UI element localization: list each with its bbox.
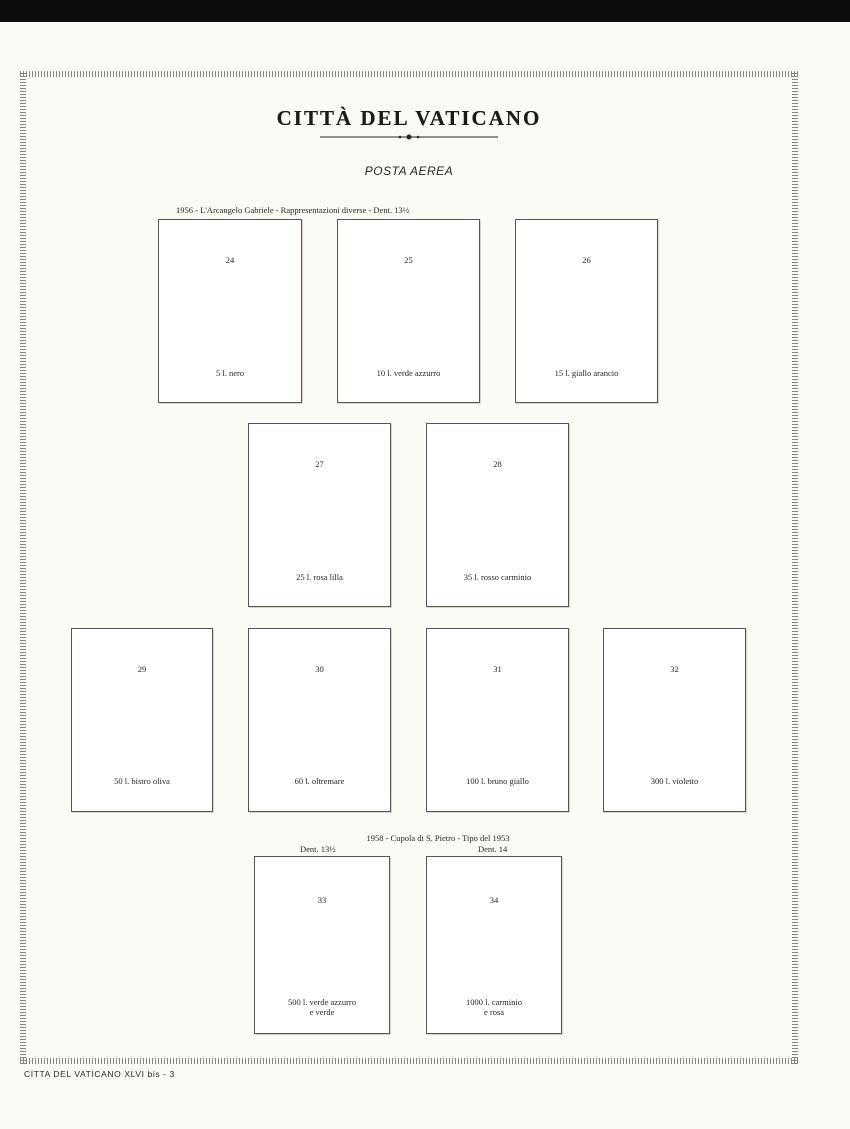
stamp-number: 24 (225, 255, 235, 265)
stamp-description: 50 l. bistro oliva (114, 776, 170, 786)
stamp-number: 28 (493, 459, 502, 469)
stamp-number: 26 (582, 255, 591, 265)
stamp-description: 25 l. rosa lilla (296, 572, 343, 582)
stamp-description: 60 l. oltremare (294, 776, 345, 786)
stamp-box (515, 219, 658, 403)
stamp-number: 29 (137, 664, 147, 674)
stamp-description: 10 l. verde azzurro (376, 368, 441, 378)
issue-caption-1956: 1956 - L'Arcangelo Gabriele - Rappresentazioni diverse - Dent. 13½ (176, 205, 410, 215)
frame-border-right (792, 71, 798, 1064)
stamp-number: 32 (670, 664, 679, 674)
stamp-box (603, 628, 746, 812)
stamp-description-line2: e rosa (483, 1007, 505, 1017)
stamp-number: 30 (315, 664, 324, 674)
perforation-caption-a: Dent. 13½ (300, 844, 336, 854)
frame-border-left (20, 71, 26, 1064)
perforation-caption-b: Dent. 14 (478, 844, 508, 854)
stamp-box (248, 423, 391, 607)
stamp-description: 300 l. violetto (650, 776, 699, 786)
stamp-description: 5 l. nero (215, 368, 245, 378)
page-footer: CITTA DEL VATICANO XLVI bis - 3 (24, 1069, 175, 1079)
stamp-description-line2: e verde (309, 1007, 335, 1017)
stamp-box (426, 856, 562, 1034)
frame-border-bottom (20, 1058, 798, 1064)
frame-border-top (20, 71, 798, 77)
stamp-description: 100 l. bruno giallo (466, 776, 529, 786)
issue-caption-1958: 1958 - Cupola di S. Pietro - Tipo del 1953 (366, 833, 510, 843)
stamp-number: 34 (489, 895, 499, 905)
stamp-box (254, 856, 390, 1034)
stamp-description: 15 l. giallo arancio (554, 368, 619, 378)
title-ornament-icon (320, 134, 498, 140)
stamp-box (337, 219, 480, 403)
page-title: CITTÀ DEL VATICANO (276, 106, 542, 130)
stamp-box (426, 628, 569, 812)
stamp-box (248, 628, 391, 812)
stamp-description: 35 l. rosso carminio (463, 572, 532, 582)
stamp-box (71, 628, 213, 812)
stamp-box (158, 219, 302, 403)
stamp-number: 27 (315, 459, 324, 469)
stamp-number: 25 (404, 255, 413, 265)
stamp-number: 33 (317, 895, 327, 905)
stamp-description: 1000 l. carminio (466, 997, 522, 1007)
section-subtitle: POSTA AEREA (364, 164, 454, 178)
top-margin-strip (0, 0, 850, 22)
stamp-number: 31 (493, 664, 502, 674)
stamp-description: 500 l. verde azzurro (288, 997, 356, 1007)
stamp-box (426, 423, 569, 607)
